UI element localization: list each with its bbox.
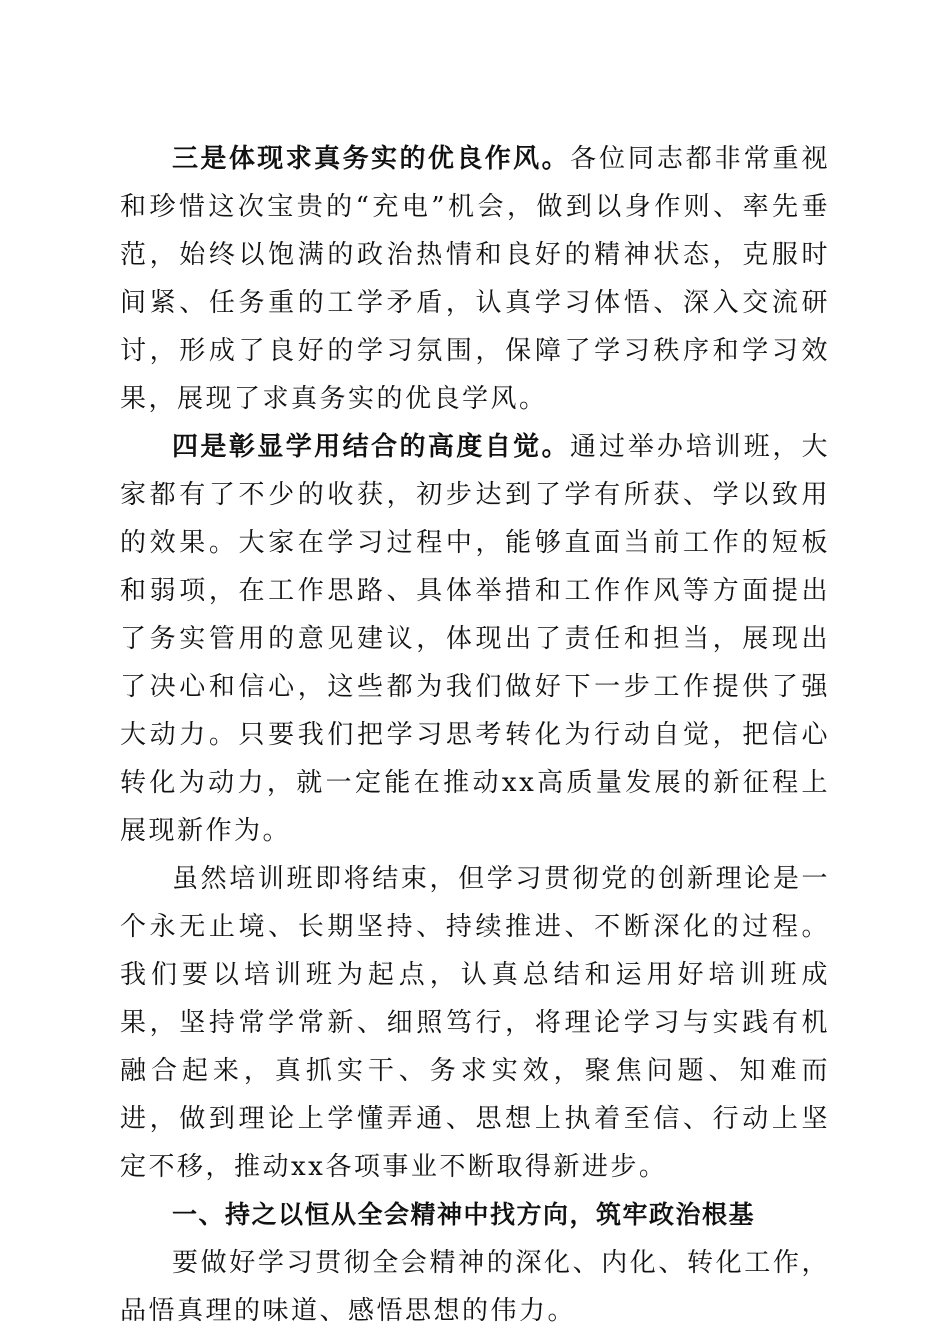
- paragraph-conclusion: [120, 855, 830, 1191]
- paragraph-consciousness: [120, 423, 830, 855]
- paragraph-final: [120, 1239, 830, 1335]
- paragraph-style: [120, 135, 830, 423]
- paragraph-lead: 四是彰显学用结合的高度自觉。: [172, 432, 571, 462]
- paragraph-text: 各位同志都非常重视和珍惜这次宝贵的“充电”机会，做到以身作则、率先垂范，始终以饱满的政治热情和良好的精神状态，克服时间紧、任务重的工学矛盾，认真学习体悟、深入交流研讨，形成了良好的学习氛围，保障了学习秩序和学习效果，展现了求真务实的优良学风。: [120, 144, 830, 414]
- paragraph-text: 通过举办培训班，大家都有了不少的收获，初步达到了学有所获、学以致用的效果。大家在学习过程中，能够直面当前工作的短板和弱项，在工作思路、具体举措和工作作风等方面提出了务实管用的意见建议，体现出了责任和担当，展现出了决心和信心，这些都为我们做好下一步工作提供了强大动力。只要我们把学习思考转化为行动自觉，把信心转化为动力，就一定能在推动xx高质量发展的新征程上展现新作为。: [120, 432, 830, 846]
- paragraph-text: 要做好学习贯彻全会精神的深化、内化、转化工作，品悟真理的味道、感悟思想的伟力。: [120, 1248, 830, 1326]
- paragraph-lead: 三是体现求真务实的优良作风。: [172, 144, 571, 174]
- document-body: [120, 135, 830, 1335]
- paragraph-text: 虽然培训班即将结束，但学习贯彻党的创新理论是一个永无止境、长期坚持、持续推进、不断深化的过程。我们要以培训班为起点，认真总结和运用好培训班成果，坚持常学常新、细照笃行，将理论学习与实践有机融合起来，真抓实干、务求实效，聚焦问题、知难而进，做到理论上学懂弄通、思想上执着至信、行动上坚定不移，推动xx各项事业不断取得新进步。: [120, 864, 830, 1182]
- section-heading: 一、持之以恒从全会精神中找方向，筑牢政治根基: [172, 1200, 756, 1229]
